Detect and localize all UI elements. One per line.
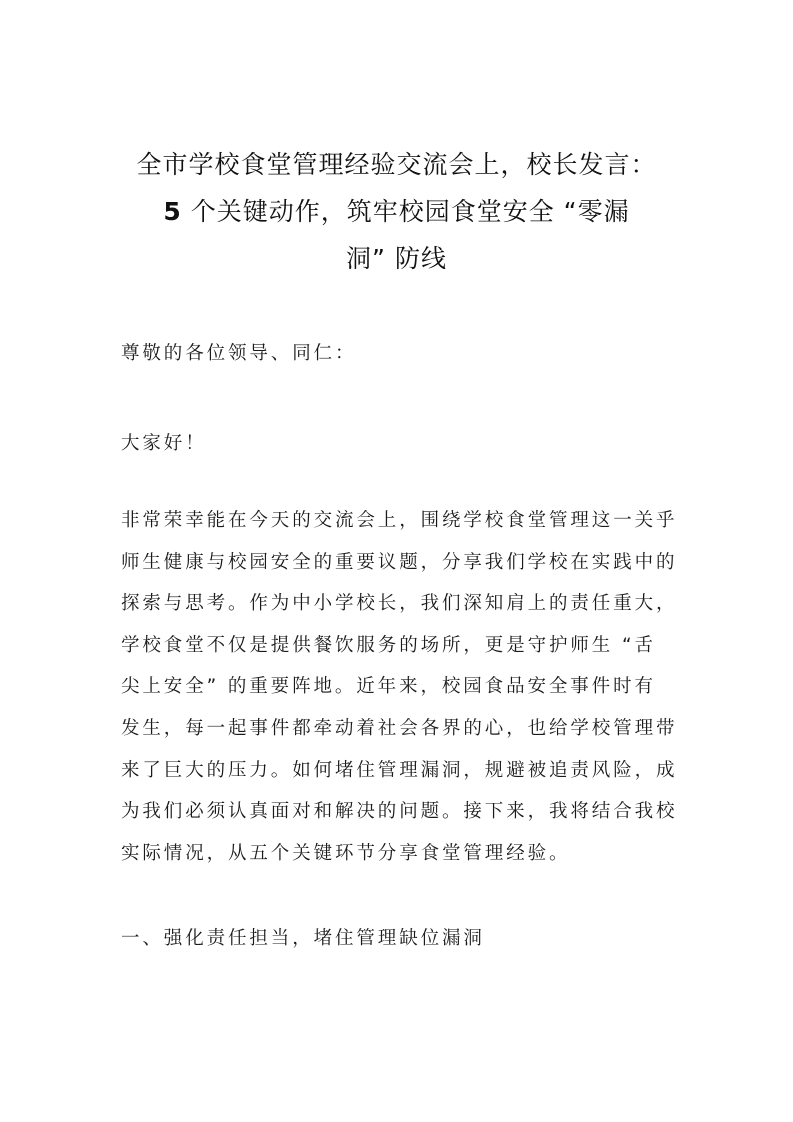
intro-line: 实际情况，从五个关键环节分享食堂管理经验。	[121, 842, 571, 864]
greeting-text: 大家好！	[121, 433, 207, 454]
title-line-1: 全市学校食堂管理经验交流会上，校长发言：	[136, 149, 657, 179]
section-1-heading	[121, 918, 681, 960]
salutation	[121, 333, 681, 375]
intro-line: 探索与思考。作为中小学校长，我们深知肩上的责任重大，	[121, 593, 678, 615]
document-title	[100, 141, 693, 282]
greeting	[121, 423, 681, 465]
title-number: 5	[163, 196, 182, 226]
section-1-heading-text: 一、强化责任担当，堵住管理缺位漏洞	[121, 928, 485, 949]
intro-paragraph	[121, 500, 681, 874]
intro-line: 学校食堂不仅是提供餐饮服务的场所，更是守护师生 “舌	[121, 634, 656, 656]
intro-line: 尖上安全” 的重要阵地。近年来，校园食品安全事件时有	[121, 676, 656, 698]
intro-line: 为我们必须认真面对和解决的问题。接下来，我将结合我校	[121, 801, 678, 823]
title-line-2-text: 个关键动作，筑牢校园食堂安全 “零漏	[181, 196, 630, 226]
intro-line: 师生健康与校园安全的重要议题，分享我们学校在实践中的	[121, 551, 678, 573]
intro-line: 来了巨大的压力。如何堵住管理漏洞，规避被追责风险，成	[121, 759, 678, 781]
title-line-2	[100, 188, 693, 235]
title-line-3: 洞” 防线	[346, 243, 447, 273]
intro-line: 发生，每一起事件都牵动着社会各界的心，也给学校管理带	[121, 717, 678, 739]
salutation-text: 尊敬的各位领导、同仁：	[121, 343, 357, 364]
intro-line: 非常荣幸能在今天的交流会上，围绕学校食堂管理这一关乎	[121, 510, 678, 531]
